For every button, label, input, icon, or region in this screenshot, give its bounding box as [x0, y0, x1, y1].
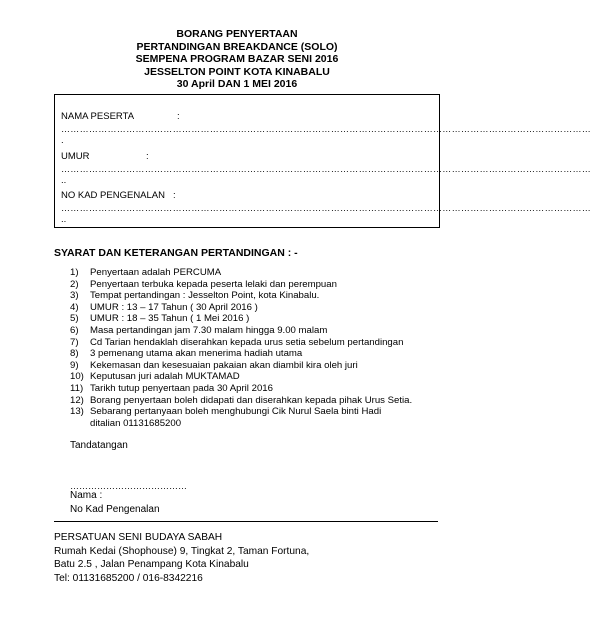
umur-colon: : — [146, 151, 149, 162]
entry-box — [54, 94, 591, 228]
organizer-tel: Tel: 01131685200 / 016-8342216 — [54, 572, 203, 584]
nama-colon: : — [177, 111, 180, 122]
umur-field-tail: .. — [61, 175, 67, 186]
form-header — [0, 28, 474, 91]
organizer-block — [54, 531, 309, 585]
term-item: 13) Sebarang pertanyaan boleh menghubungi Cik Nurul Saela binti Hadi ditalian 01131685200 — [70, 406, 382, 429]
term-item: 9) Kekemasan dan kesesuaian pakaian akan diambil kira oleh juri — [70, 359, 358, 371]
nama-label: NAMA PESERTA — [61, 111, 135, 122]
kad-label: NO KAD PENGENALAN — [61, 190, 165, 201]
kad-colon: : — [173, 190, 176, 201]
header-line-1: BORANG PENYERTAAN — [176, 28, 298, 40]
organizer-address-1: Rumah Kedai (Shophouse) 9, Tingkat 2, Taman Fortuna, — [54, 545, 310, 557]
signature-line[interactable]: ………………………………… — [70, 481, 187, 491]
term-item-continuation: ditalian 01131685200 — [90, 417, 182, 429]
term-item: 8) 3 pemenang utama akan menerima hadiah utama — [70, 348, 303, 360]
header-line-5: 30 April DAN 1 MEI 2016 — [176, 78, 298, 90]
syarat-title: SYARAT DAN KETERANGAN PERTANDINGAN : - — [54, 247, 298, 259]
term-item: 2) Penyertaan terbuka kepada peserta lelaki dan perempuan — [70, 278, 337, 290]
nama-field-tail: . — [61, 135, 64, 146]
kad-field-tail: .. — [61, 214, 67, 225]
term-item: 11) Tarikh tutup penyertaan pada 30 April 2016 — [70, 382, 273, 394]
umur-field[interactable]: ……………………………………………………………………………………………………………………………………………………… — [61, 164, 591, 174]
organizer-address-2: Batu 2.5 , Jalan Penampang Kota Kinabalu — [54, 559, 249, 570]
term-item: 1) Penyertaan adalah PERCUMA — [70, 267, 222, 278]
kad-field[interactable]: ……………………………………………………………………………………………………………………………………………………… — [61, 203, 591, 213]
divider — [54, 521, 438, 522]
header-line-2: PERTANDINGAN BREAKDANCE (SOLO) — [136, 40, 338, 53]
terms-list — [70, 267, 460, 429]
term-item: 7) Cd Tarian hendaklah diserahkan kepada urus setia sebelum pertandingan — [70, 336, 404, 348]
header-line-4: JESSELTON POINT KOTA KINABALU — [144, 65, 330, 78]
tandatangan-label: Tandatangan — [70, 440, 128, 451]
term-item: 10) Keputusan juri adalah MUKTAMAD — [70, 371, 240, 383]
term-item: 4) UMUR : 13 – 17 Tahun ( 30 April 2016 ) — [70, 301, 258, 313]
term-item: 6) Masa pertandingan jam 7.30 malam hingga 9.00 malam — [70, 324, 328, 336]
nama-field[interactable]: ……………………………………………………………………………………………………………………………………………………… — [61, 124, 591, 134]
sign-kad-label: No Kad Pengenalan — [70, 504, 160, 515]
header-line-3: SEMPENA PROGRAM BAZAR SENI 2016 — [135, 53, 339, 65]
term-item: 5) UMUR : 18 – 35 Tahun ( 1 Mei 2016 ) — [70, 313, 250, 325]
umur-label: UMUR — [61, 151, 90, 162]
sign-nama-label: Nama : — [70, 490, 103, 501]
term-item: 3) Tempat pertandingan : Jesselton Point, kota Kinabalu. — [70, 290, 320, 302]
organizer-name: PERSATUAN SENI BUDAYA SABAH — [54, 532, 223, 543]
term-item: 12) Borang penyertaan boleh didapati dan diserahkan kepada pihak Urus Setia. — [70, 394, 413, 406]
